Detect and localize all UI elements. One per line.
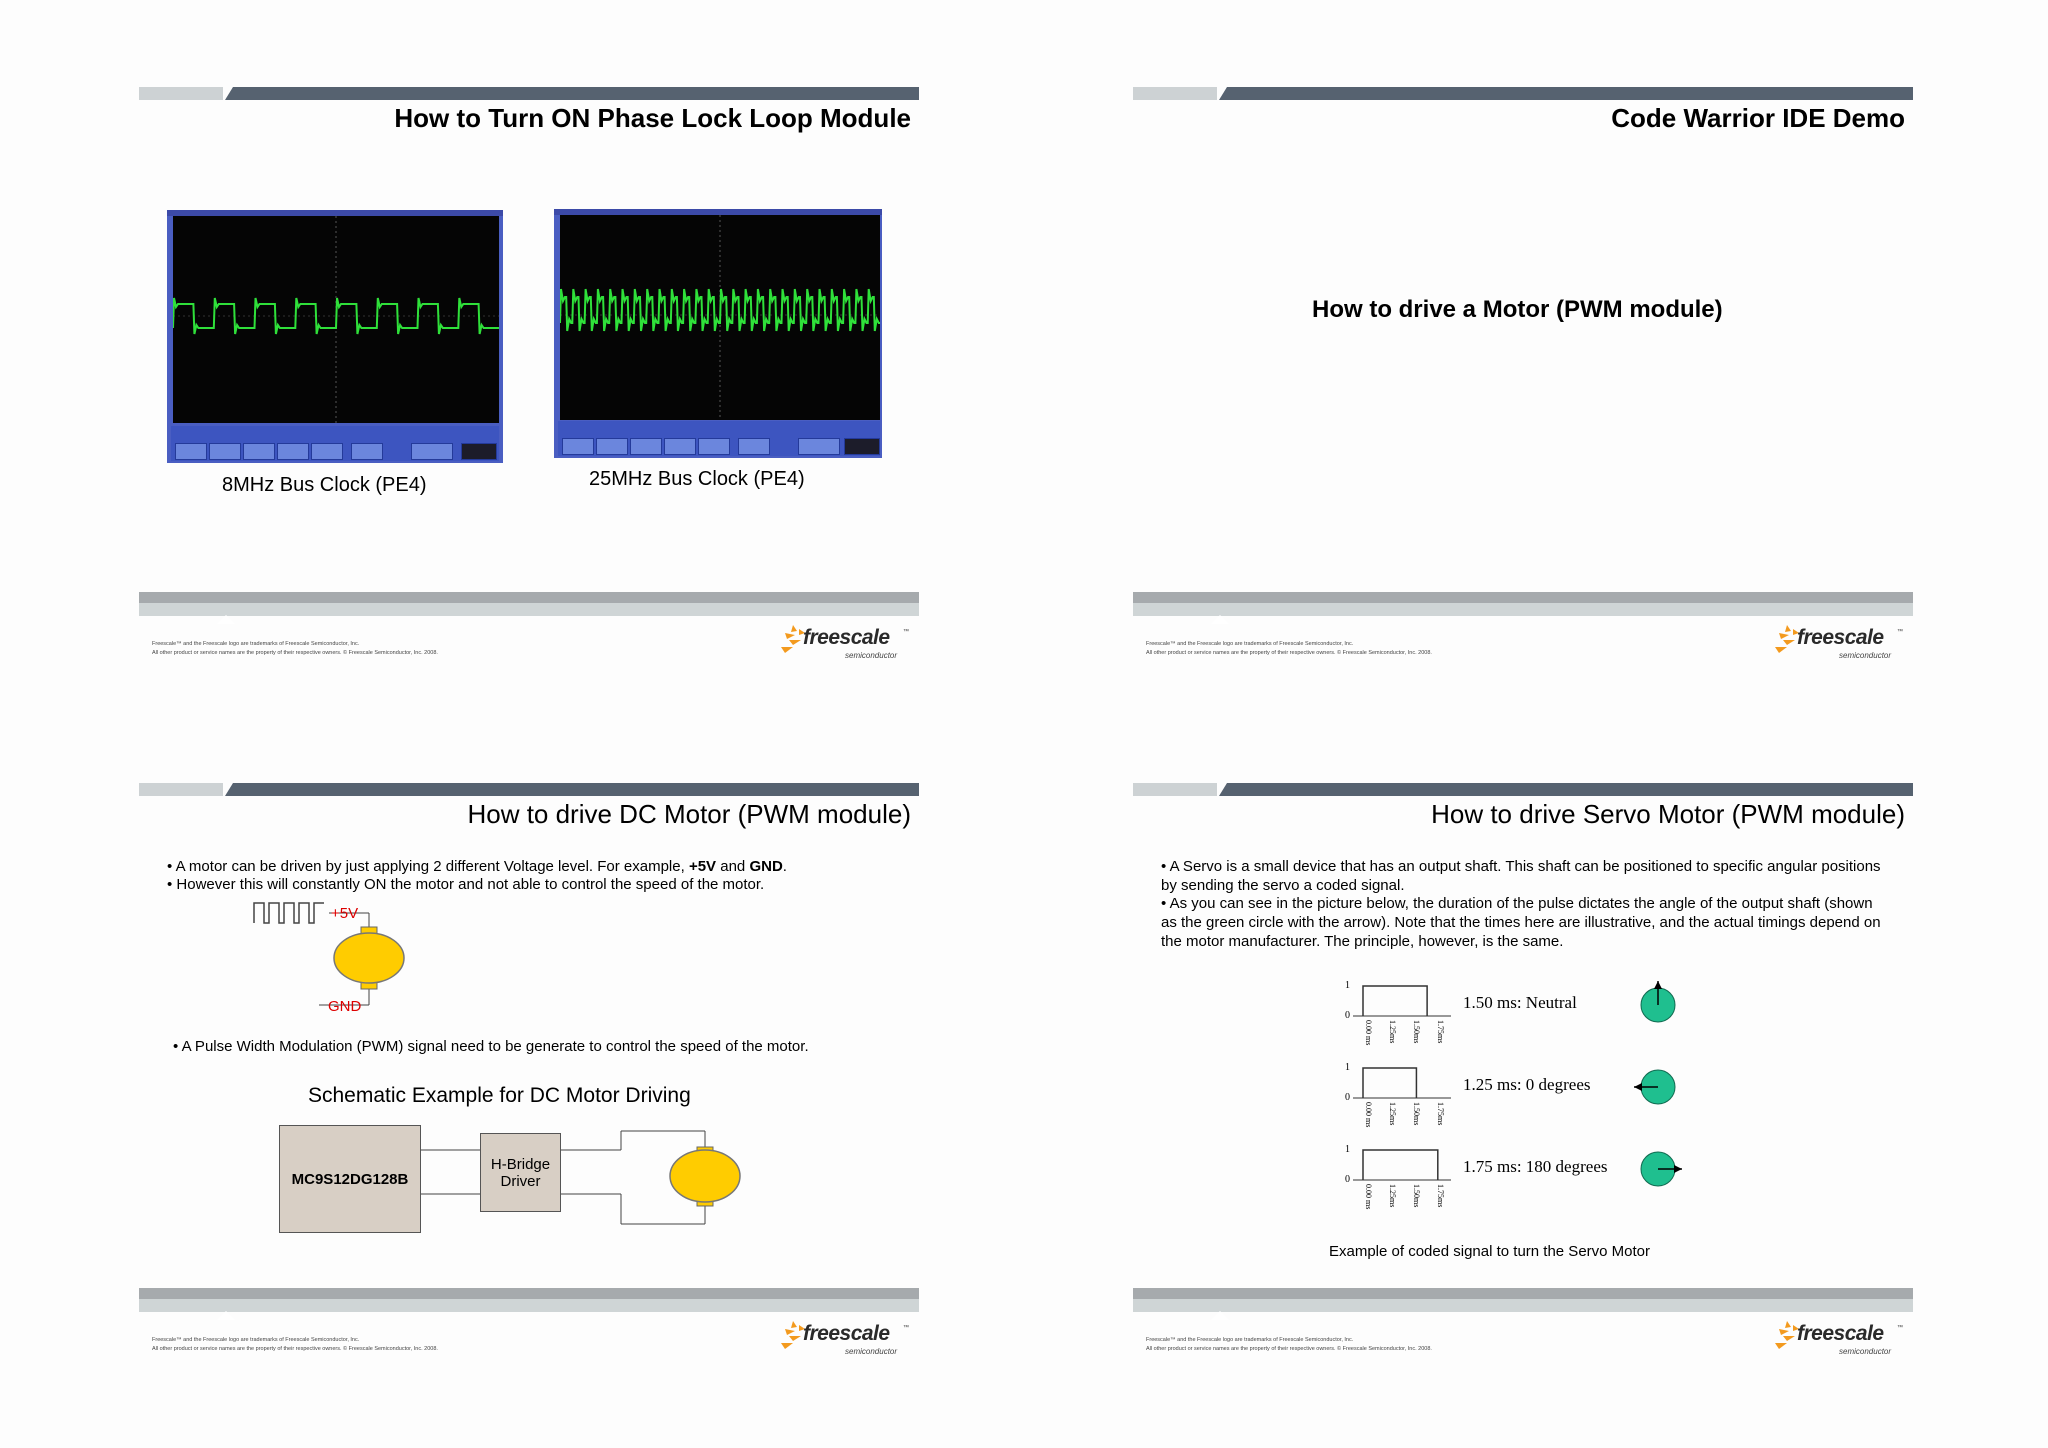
bullet-servo-definition: • A Servo is a small device that has an output shaft. This shaft can be positioned to specific angular positions by sending the servo a coded signal. [1161,858,1881,894]
servo-signal-label: 1.75 ms: 180 degrees [1463,1157,1608,1176]
servo-arrowhead-icon [1674,1165,1682,1173]
slide-title: How to drive Servo Motor (PWM module) [1431,799,1905,829]
legal-notice: Freescale™ and the Freescale logo are trademarks of Freescale Semiconductor, Inc. All other product or service names are the property of their respective owners. © Freescale Semiconductor, Inc. 2008. [1146,1337,1432,1352]
caption-25mhz: 25MHz Bus Clock (PE4) [589,468,805,490]
time-tick-label: 1.25ms [1388,1020,1397,1044]
time-tick-label: 0.00 ms [1364,1184,1373,1210]
footer-notch [1211,1311,1229,1320]
time-tick-label: 0.00 ms [1364,1102,1373,1128]
header-bar-light [139,87,223,100]
time-tick-label: 1.25ms [1388,1102,1397,1126]
pulse-waveform [1363,986,1427,1016]
header-bar-light [1133,87,1217,100]
axis-low-label: 0 [1345,1092,1350,1103]
time-tick-label: 1.25ms [1388,1184,1397,1208]
label-5v: +5V [331,905,359,922]
legal-notice: Freescale™ and the Freescale logo are trademarks of Freescale Semiconductor, Inc. All other product or service names are the property of their respective owners. © Freescale Semiconductor, Inc. 2008. [152,641,438,656]
freescale-logo: freescale ™ semiconductor [1773,1319,1913,1363]
footer-notch [217,1311,235,1320]
footer-bar-dark [139,1288,919,1299]
oscilloscope-25mhz [554,209,882,458]
axis-low-label: 0 [1345,1010,1350,1021]
header-bar-light [1133,783,1217,796]
slide-codewarrior [1133,87,1913,660]
footer-bar-light [139,603,919,616]
axis-high-label: 1 [1345,1144,1350,1155]
footer-notch [1211,615,1229,624]
servo-caption: Example of coded signal to turn the Servo Motor [1329,1243,1651,1260]
freescale-logo: freescale ™ semiconductor [779,623,919,667]
header-bar-dark [1219,783,1913,796]
slide-title: Code Warrior IDE Demo [1611,103,1905,133]
time-tick-label: 1.75ms [1436,1184,1445,1208]
slide-title: How to Turn ON Phase Lock Loop Module [394,103,911,133]
bullet-constant-on: • However this will constantly ON the motor and not able to control the speed of the motor. [167,876,765,893]
slide-servo-motor [1133,783,1913,1356]
footer-bar-light [1133,603,1913,616]
pulse-waveform [1363,1150,1438,1180]
time-tick-label: 1.50ms [1412,1102,1421,1126]
time-tick-label: 1.50ms [1412,1020,1421,1044]
time-tick-label: 1.75ms [1436,1020,1445,1044]
legal-notice: Freescale™ and the Freescale logo are trademarks of Freescale Semiconductor, Inc. All other product or service names are the property of their respective owners. © Freescale Semiconductor, Inc. 2008. [1146,641,1432,656]
servo-signal-label: 1.25 ms: 0 degrees [1463,1075,1591,1094]
slide-pll [139,87,919,660]
bullet-voltage: • A motor can be driven by just applying 2 different Voltage level. For example, +5V and GND. [167,858,787,875]
servo-arrowhead-icon [1634,1083,1642,1091]
bullet-pulse-duration: • As you can see in the picture below, the duration of the pulse dictates the angle of the output shaft (shown as the green circle with the arrow). Note that the times here are illustrative, and the actual timings depend on the motor manufacturer. The principle, however, is the same. [1161,895,1881,950]
mcu-block: MC9S12DG128B [279,1125,421,1233]
footer-bar-dark [1133,592,1913,603]
bullet-pwm: • A Pulse Width Modulation (PWM) signal need to be generate to control the speed of the motor. [173,1038,809,1055]
legal-notice: Freescale™ and the Freescale logo are trademarks of Freescale Semiconductor, Inc. All other product or service names are the property of their respective owners. © Freescale Semiconductor, Inc. 2008. [152,1337,438,1352]
footer-bar-light [1133,1299,1913,1312]
servo-signal-row [1323,1142,1683,1222]
pulse-waveform [1363,1068,1416,1098]
slide-subtitle: How to drive a Motor (PWM module) [1312,296,1723,323]
schematic-wires [139,783,919,1343]
axis-low-label: 0 [1345,1174,1350,1185]
servo-signal-row [1323,978,1683,1058]
slide-title: How to drive DC Motor (PWM module) [467,799,911,829]
oscilloscope-8mhz [167,210,503,463]
freescale-logo: freescale ™ semiconductor [779,1319,919,1363]
schematic-title: Schematic Example for DC Motor Driving [308,1084,691,1107]
waveform-25mhz [560,215,880,420]
label-gnd: GND [328,998,362,1015]
footer-notch [217,615,235,624]
servo-signal-diagram [1323,978,1683,1218]
footer-bar-light [139,1299,919,1312]
caption-8mhz: 8MHz Bus Clock (PE4) [222,474,427,496]
axis-high-label: 1 [1345,1062,1350,1073]
schematic-motor-icon [670,1150,740,1202]
slide-dc-motor [139,783,919,1356]
hbridge-block: H-Bridge Driver [480,1133,561,1212]
servo-arrowhead-icon [1654,981,1662,989]
axis-high-label: 1 [1345,980,1350,991]
time-tick-label: 0.00 ms [1364,1020,1373,1046]
freescale-logo: freescale ™ semiconductor [1773,623,1913,667]
header-bar-dark [225,87,919,100]
header-bar-dark [1219,87,1913,100]
servo-signal-label: 1.50 ms: Neutral [1463,993,1577,1012]
footer-bar-dark [1133,1288,1913,1299]
time-tick-label: 1.75ms [1436,1102,1445,1126]
waveform-8mhz [173,216,499,423]
time-tick-label: 1.50ms [1412,1184,1421,1208]
footer-bar-dark [139,592,919,603]
servo-signal-row [1323,1060,1683,1140]
